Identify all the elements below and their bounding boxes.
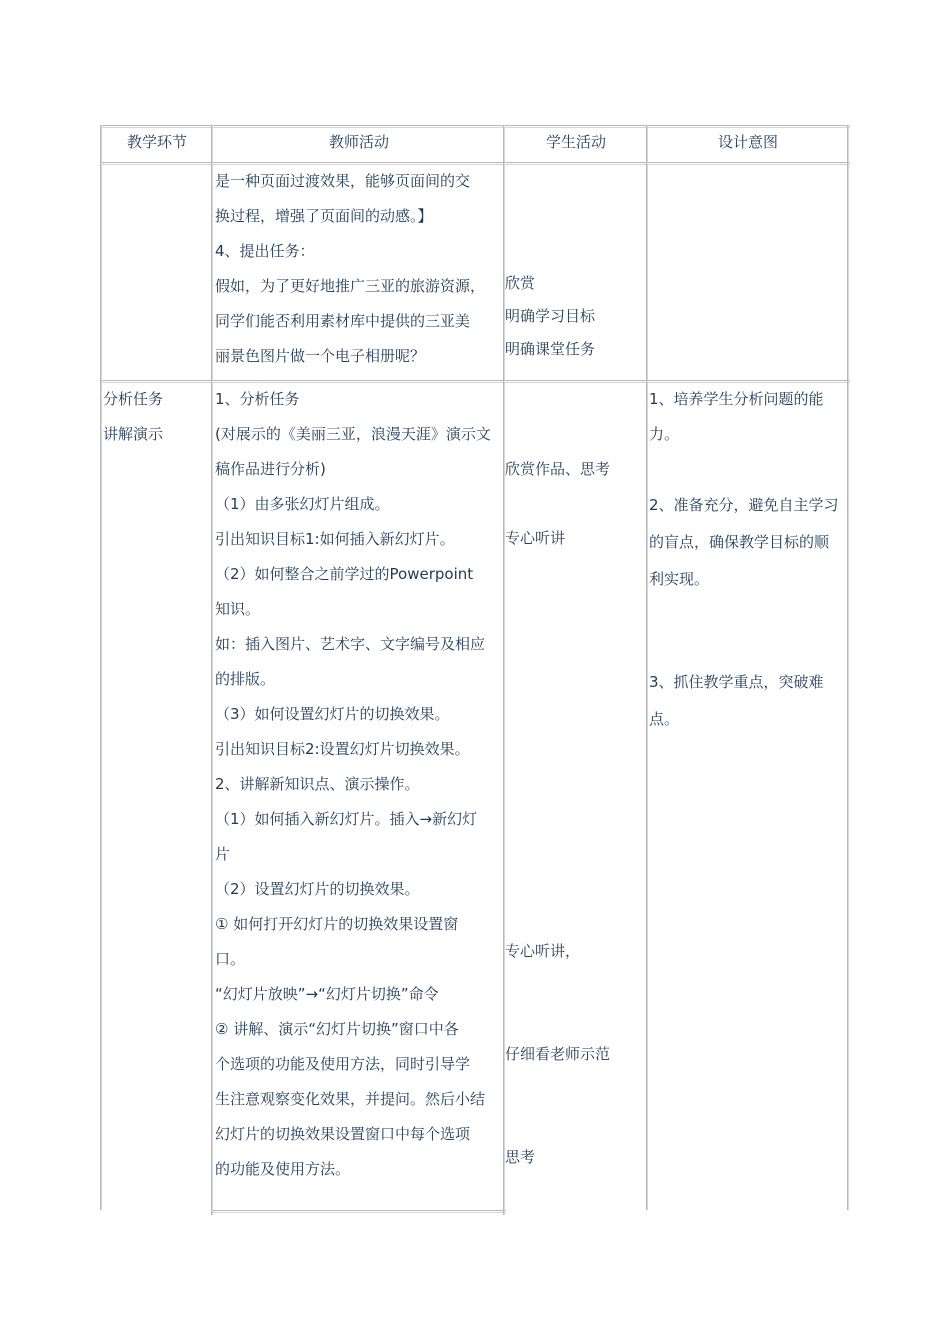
text-line: 生注意观察变化效果，并提问。然后小结 [215,1090,486,1108]
text-line: 的功能及使用方法。 [215,1160,351,1178]
row2-teacher-activity [215,382,491,1187]
text-line: 个选项的功能及使用方法，同时引导学 [215,1055,471,1073]
text-line: 4、提出任务： [215,242,315,260]
text-line: 的排版。 [215,670,276,688]
table-left-border [100,125,102,1210]
text-line: ② 讲解、演示“幻灯片切换”窗口中各 [215,1020,459,1038]
student-activity-think: 思考 [505,1148,536,1166]
header-teacher-activity: 教师活动 [328,133,389,151]
text-line: 同学们能否利用素材库中提供的三亚美 [215,312,471,330]
text-line: 2、准备充分，避免自主学习 [649,496,839,514]
text-line: 是一种页面过渡效果，能够页面间的交 [215,172,471,190]
text-line: 讲解演示 [103,425,164,443]
row1-teacher-activity [215,164,485,374]
row2-teaching-stage [103,382,163,452]
text-line: （1）由多张幻灯片组成。 [215,495,390,513]
teacher-cell-bottom-border [212,1210,506,1213]
text-line: 1、分析任务 [215,390,300,408]
text-line: 稿作品进行分析) [215,460,326,478]
student-activity-watch: 仔细看老师示范 [505,1045,611,1063]
header-design-intent: 设计意图 [717,133,778,151]
text-line: 引出知识目标1:如何插入新幻灯片。 [215,530,455,548]
header-student-activity: 学生活动 [545,133,606,151]
text-line: 3、抓住教学重点，突破难 [649,673,824,691]
text-line: 如：插入图片、艺术字、文字编号及相应 [215,635,486,653]
text-line: 2、讲解新知识点、演示操作。 [215,775,420,793]
text-line: 引出知识目标2:设置幻灯片切换效果。 [215,740,470,758]
text-line: 欣赏 [505,274,536,292]
text-line: 利实现。 [649,570,710,588]
row1-student-activity [505,267,595,366]
text-line: 丽景色图片做一个电子相册呢？ [215,347,426,365]
text-line: 口。 [215,950,246,968]
student-activity-listen: 专心听讲 [505,529,566,547]
header-teaching-stage: 教学环节 [126,133,187,151]
text-line: （1）如何插入新幻灯片。插入→新幻灯 [215,810,478,828]
text-line: 换过程，增强了页面间的动感。】 [215,207,433,225]
text-line: 点。 [649,710,680,728]
text-line: ① 如何打开幻灯片的切换效果设置窗 [215,915,459,933]
text-line: 的盲点，确保教学目标的顺 [649,533,830,551]
student-activity-appreciate: 欣赏作品、思考 [505,460,611,478]
design-intent-1 [649,382,824,452]
text-line: (对展示的《美丽三亚，浪漫天涯》演示文 [215,425,491,443]
text-line: 1、培养学生分析问题的能 [649,390,824,408]
text-line: 力。 [649,425,680,443]
text-line: 明确课堂任务 [505,340,596,358]
text-line: （3）如何设置幻灯片的切换效果。 [215,705,450,723]
text-line: 知识。 [215,600,261,618]
text-line: “幻灯片放映”→“幻灯片切换”命令 [215,985,439,1003]
text-line: 明确学习目标 [505,307,596,325]
text-line: 假如，为了更好地推广三亚的旅游资源， [215,277,486,295]
table-right-border [847,125,849,1210]
col3-right-border [646,125,648,1210]
text-line: 幻灯片的切换效果设置窗口中每个选项 [215,1125,471,1143]
student-activity-listen-2: 专心听讲， [505,942,581,960]
text-line: （2）设置幻灯片的切换效果。 [215,880,420,898]
text-line: 分析任务 [103,390,164,408]
col1-right-border [211,125,213,1215]
text-line: （2）如何整合之前学过的Powerpoint [215,565,474,583]
design-intent-3 [649,664,824,738]
design-intent-2 [649,487,839,598]
text-line: 片 [215,845,231,863]
